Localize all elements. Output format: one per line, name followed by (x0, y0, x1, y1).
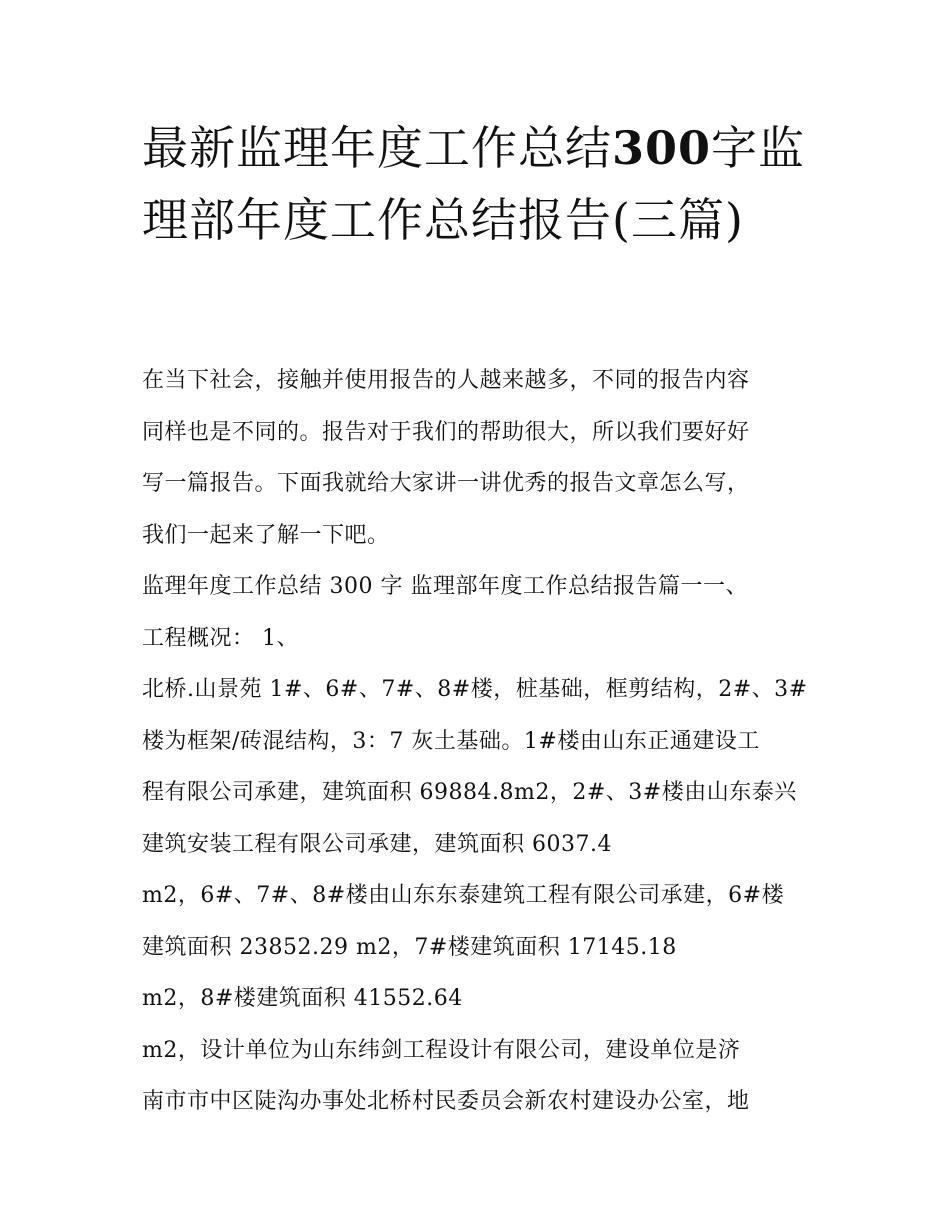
body-line: 监理年度工作总结 300 字 监理部年度工作总结报告篇一一、 (142, 574, 748, 599)
body-line: 在当下社会，接触并使用报告的人越来越多，不同的报告内容 (142, 368, 750, 393)
body-line: 程有限公司承建，建筑面积 69884.8m2，2#、3#楼由山东泰兴 (142, 780, 797, 805)
body-line: m2，设计单位为山东纬剑工程设计有限公司，建设单位是济 (142, 1037, 741, 1063)
body-line: m2，6#、7#、8#楼由山东东泰建筑工程有限公司承建，6#楼 (142, 883, 785, 908)
title-part-2: 字监理部年度工作总结报告(三篇) (142, 121, 806, 247)
title-number: 300 (612, 121, 712, 175)
body-line: m2，8#楼建筑面积 41552.64 (142, 986, 463, 1011)
body-line: 写一篇报告。下面我就给大家讲一讲优秀的报告文章怎么写， (142, 471, 750, 496)
body-line: 建筑安装工程有限公司承建，建筑面积 6037.4 (142, 831, 612, 857)
body-line: 建筑面积 23852.29 m2，7#楼建筑面积 17145.18 (142, 934, 677, 960)
body-line: 南市市中区陡沟办事处北桥村民委员会新农村建设办公室，地 (142, 1089, 750, 1114)
body-line: 我们一起来了解一下吧。 (142, 522, 390, 548)
document-body (142, 355, 822, 1128)
title-part-1: 最新监理年度工作总结 (142, 121, 612, 175)
body-line: 楼为框架/砖混结构，3：7 灰土基础。1#楼由山东正通建设工 (142, 728, 760, 754)
body-line: 工程概况： 1、 (142, 625, 299, 651)
document-title (142, 112, 822, 256)
body-line: 北桥.山景苑 1#、6#、7#、8#楼，桩基础，框剪结构，2#、3# (142, 677, 808, 702)
body-line: 同样也是不同的。报告对于我们的帮助很大，所以我们要好好 (142, 419, 750, 445)
